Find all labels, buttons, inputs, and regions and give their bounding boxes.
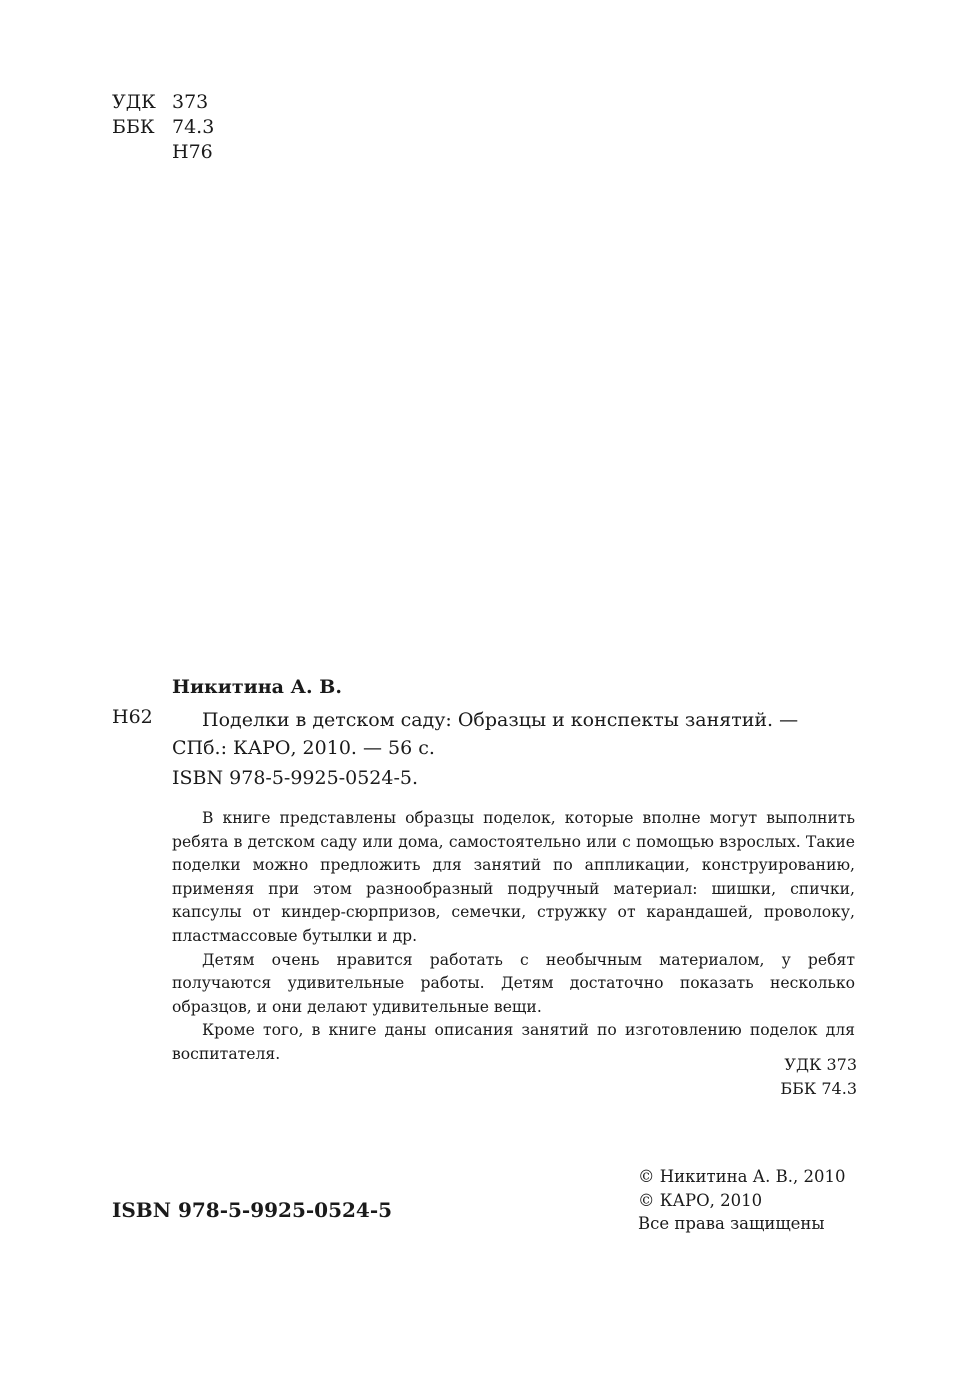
udk-label: УДК [112,91,156,113]
catalog-code: Н62 [112,706,153,728]
copyright-block [638,1165,845,1236]
udk-bottom: УДК 373 [784,1055,857,1074]
bbk-value: 74.3 [172,116,215,138]
author-sign: Н76 [172,141,213,163]
annotation-paragraph-2: Детям очень нравится работать с необычным материалом, у ребят получаются удивительные работы. Детям достаточно показать несколько образцов, и они делают удивительные вещи. [172,950,855,1016]
classification-block-bottom [600,1053,857,1101]
copyright-author: © Никитина А. В., 2010 [638,1167,846,1186]
isbn-line: ISBN 978-5-9925-0524-5. [172,767,419,789]
bbk-label: ББК [112,116,155,138]
bibliography-line-2: СПб.: КАРО, 2010. — 56 с. [172,737,435,759]
isbn-bottom: ISBN 978-5-9925-0524-5 [112,1198,393,1222]
classification-block-top [112,90,214,165]
author-name: Никитина А. В. [172,676,342,698]
copyright-publisher: © КАРО, 2010 [638,1190,763,1210]
annotation [172,807,855,1067]
bibliography-line-1: Поделки в детском саду: Образцы и конспекты занятий. — [202,709,799,731]
annotation-paragraph-3: Кроме того, в книге даны описания занятий по изготовлению поделок для воспитателя. [172,1021,855,1063]
bibliographic-description [172,706,862,762]
bbk-bottom: ББК 74.3 [780,1079,857,1098]
udk-value: 373 [172,91,209,113]
annotation-paragraph-1: В книге представлены образцы поделок, которые вполне могут выполнить ребята в детском саду или дома, самостоятельно или с помощью взрослых. Такие поделки можно предложить для занятий по аппликации, конструированию, применяя при этом разнообразный подручный материал: шишки, спички, капсулы от киндер-сюрпризов, семечки, стружку от карандашей, проволоку, пластмассовые бутылки и др. [172,809,855,945]
rights-reserved: Все права защищены [638,1214,825,1233]
